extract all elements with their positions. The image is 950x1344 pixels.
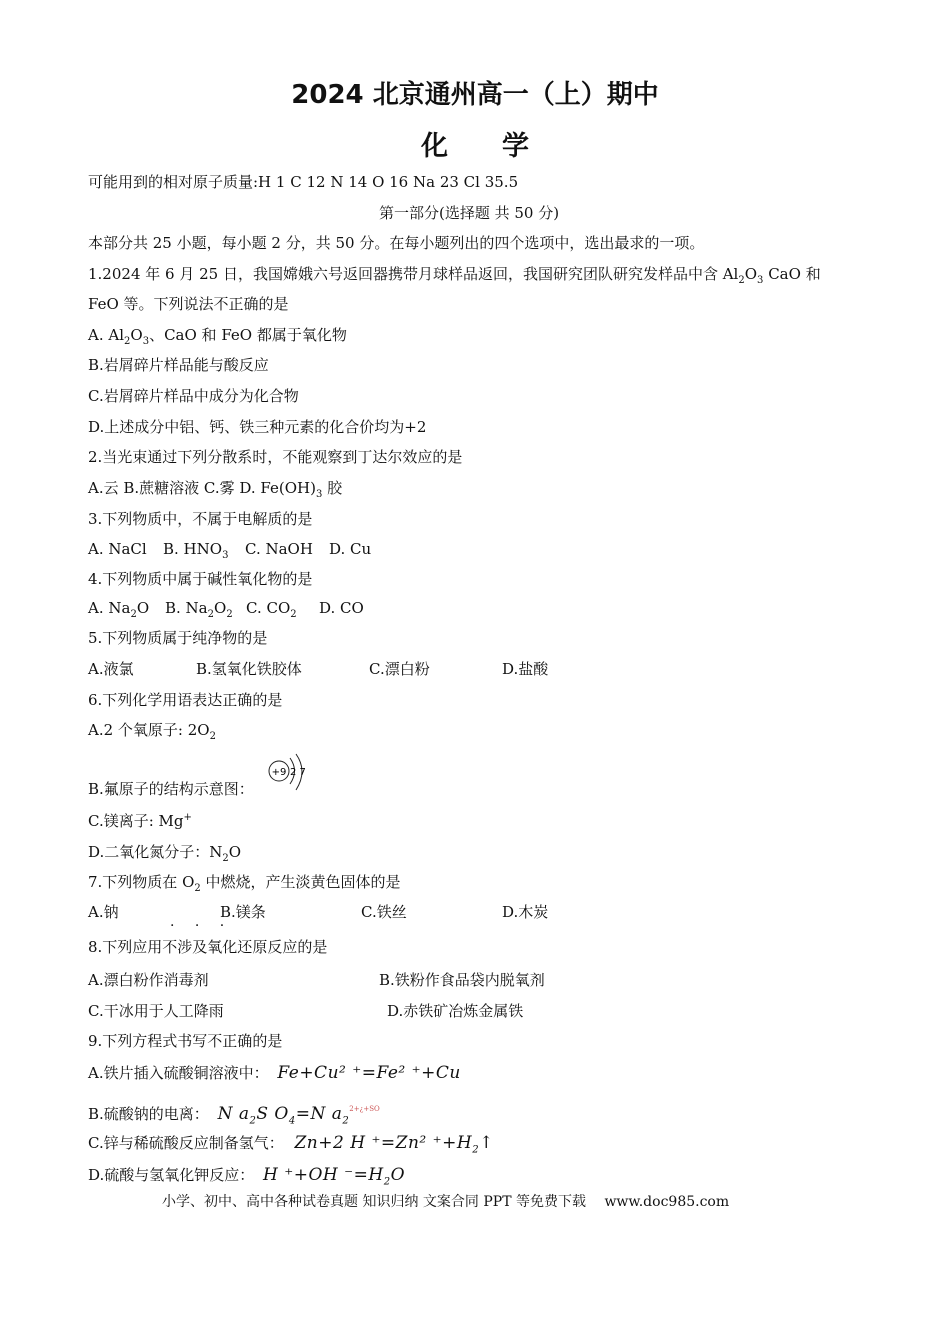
- q6-option-a-pre: A.2 个氧原子: 2O: [88, 721, 210, 739]
- subject-title: 化 学: [421, 131, 529, 162]
- nucleus-label: +9: [271, 767, 287, 778]
- q9-d-eq: H ⁺+OH ⁻=H: [263, 1165, 384, 1185]
- q9-c-eq: Zn+2 H ⁺=Zn² ⁺+H: [294, 1133, 473, 1153]
- q6-option-c-pre: C.镁离子: Mg: [88, 812, 184, 830]
- q2-options: A.云 B.蔗糖溶液 C.雾 D. $Fe(OH)_3$ 胶: [88, 479, 343, 500]
- q9-b-eq-pre: N a: [217, 1104, 250, 1124]
- q9-option-a-equation: Fe+Cu² ⁺=Fe² ⁺+Cu: [277, 1063, 461, 1083]
- q8-option-b: B.铁粉作食品袋内脱氧剂: [379, 971, 545, 989]
- q6-option-d-post: O: [228, 843, 242, 861]
- q1-option-b: B.岩屑碎片样品能与酸反应: [88, 356, 269, 374]
- q8-option-d: D.赤铁矿冶炼金属铁: [387, 1002, 524, 1020]
- q9-stem: 9.下列方程式书写不正确的是: [88, 1032, 283, 1050]
- q8-option-c: C.干冰用于人工降雨: [88, 1002, 224, 1020]
- q9-option-d: [88, 1165, 406, 1188]
- q1-stem-text-2: CaO 和: [768, 265, 821, 283]
- q1-option-c: C.岩屑碎片样品中成分为化合物: [88, 387, 299, 405]
- q7-option-d: D.木炭: [502, 903, 549, 921]
- q5-option-a: A.液氯: [88, 660, 134, 678]
- footer-url[interactable]: www.doc985.com: [604, 1194, 730, 1210]
- q5-option-b: B.氢氧化铁胶体: [196, 660, 302, 678]
- q1-stem: 1.2024 年 6 月 25 日，我国嫦娥六号返回器携带月球样品返回，我国研究团队研究发样品中含 $Al_2O_3$ CaO 和: [88, 265, 821, 286]
- q3-option-a: A. NaCl: [88, 540, 147, 558]
- q4-option-a: A. $Na_2O$: [88, 599, 150, 620]
- fluorine-structure-diagram: [266, 752, 316, 796]
- q7-option-b: B.镁条: [220, 903, 266, 921]
- q2-options-post: 胶: [322, 479, 343, 497]
- q5-option-c: C.漂白粉: [369, 660, 430, 678]
- q3-option-c: C. NaOH: [245, 540, 313, 558]
- q7-stem-pre: 7.下列物质在 O: [88, 873, 195, 891]
- q3-option-b-pre: B. HNO: [163, 540, 223, 558]
- q6-option-b: B.氟原子的结构示意图：: [88, 780, 254, 798]
- q6-option-d: D.二氧化氮分子：$N_2O$: [88, 843, 242, 864]
- shell-electrons: 2 7: [290, 767, 306, 778]
- q3-option-b: B. $HNO_3$: [163, 540, 229, 561]
- q4-stem: 4.下列物质中属于碱性氧化物的是: [88, 570, 313, 588]
- q4-option-d: D. CO: [319, 599, 364, 617]
- q4-option-b-pre: B. Na: [165, 599, 208, 617]
- footer: [162, 1191, 729, 1211]
- q5-stem: 5.下列物质属于纯净物的是: [88, 629, 268, 647]
- emphasis-dots: · · ·: [170, 918, 233, 934]
- q4-option-c: C. $CO_2$: [246, 599, 297, 620]
- exam-title: 2024 北京通州高一（上）期中: [291, 80, 659, 110]
- q4-option-c-pre: C. CO: [246, 599, 291, 617]
- q9-option-c: [88, 1133, 494, 1156]
- q4-option-a-pre: A. Na: [88, 599, 131, 617]
- q1-option-a-post: 、CaO 和 FeO 都属于氧化物: [149, 326, 347, 344]
- q7-option-c: C.铁丝: [361, 903, 407, 921]
- q6-option-d-pre: D.二氧化氮分子：N: [88, 843, 223, 861]
- q1-stem-text: 1.2024 年 6 月 25 日，我国嫦娥六号返回器携带月球样品返回，我国研究团队研究发样品中含 Al: [88, 265, 739, 283]
- q9-option-d-equation: H ⁺+OH $^-=H_2O$: [263, 1165, 406, 1188]
- q1-option-a-pre: A. Al: [88, 326, 124, 344]
- q2-options-pre: A.云 B.蔗糖溶液 C.雾 D. Fe(OH): [88, 479, 316, 497]
- q1-stem-line2: FeO 等。下列说法不正确的是: [88, 295, 289, 313]
- instructions: 本部分共 25 小题，每小题 2 分，共 50 分。在每小题列出的四个选项中，选出最求的一项。: [88, 234, 705, 252]
- q6-option-c: C.镁离子: Mg+: [88, 812, 192, 830]
- q5-option-d: D.盐酸: [502, 660, 549, 678]
- q9-option-b: [88, 1099, 380, 1127]
- q9-b-eq-mid2: =N a: [295, 1104, 343, 1124]
- atomic-masses: 可能用到的相对原子质量:H 1 C 12 N 14 O 16 Na 23 Cl 35.5: [88, 173, 519, 191]
- section-title: 第一部分(选择题 共 50 分): [379, 204, 560, 222]
- q1-option-d: D.上述成分中铝、钙、铁三种元素的化合价均为+2: [88, 418, 427, 436]
- q6-option-a: A.2 个氧原子: $2O_2$: [88, 721, 216, 742]
- q2-stem: 2.当光束通过下列分散系时，不能观察到丁达尔效应的是: [88, 448, 463, 466]
- q9-b-eq-mid: S O: [256, 1104, 289, 1124]
- q9-option-c-label: C.锌与稀硫酸反应制备氢气：: [88, 1134, 284, 1152]
- q9-option-a-label: A.铁片插入硫酸铜溶液中：: [88, 1064, 269, 1082]
- q8-option-a: A.漂白粉作消毒剂: [88, 971, 209, 989]
- q7-stem: 7.下列物质在 $O_2$ 中燃烧，产生淡黄色固体的是: [88, 873, 401, 894]
- q9-option-d-label: D.硫酸与氢氧化钾反应：: [88, 1166, 255, 1184]
- q9-option-c-equation: Zn+2 H ⁺=Zn² $^++H_2↑$: [294, 1133, 494, 1156]
- footer-text: 小学、初中、高中各种试卷真题 知识归纳 文案合同 PPT 等免费下载: [162, 1194, 586, 1210]
- q7-stem-post: 中燃烧，产生淡黄色固体的是: [200, 873, 401, 891]
- q9-c-tail: ↑: [479, 1133, 494, 1153]
- q9-option-b-equation: N $a_2S$ $O_4=N$ $a_2^{2+¿+SO}$: [217, 1104, 380, 1127]
- q8-stem: 8.下列应用不涉及氧化还原反应的是: [88, 938, 328, 956]
- q7-option-a: A.钠: [88, 903, 119, 921]
- q3-option-d: D. Cu: [329, 540, 372, 558]
- q9-option-b-label: B.硫酸钠的电离：: [88, 1105, 209, 1123]
- q9-option-a: [88, 1063, 461, 1083]
- q9-d-tail: O: [390, 1165, 406, 1185]
- q3-stem: 3.下列物质中，不属于电解质的是: [88, 510, 313, 528]
- q9-b-eq-sup: 2+¿+SO: [349, 1105, 380, 1113]
- q1-option-a: A. $Al_2O_3$、CaO 和 FeO 都属于氧化物: [88, 326, 347, 347]
- q4-option-b: B. $Na_2O_2$: [165, 599, 233, 620]
- q6-stem: 6.下列化学用语表达正确的是: [88, 691, 283, 709]
